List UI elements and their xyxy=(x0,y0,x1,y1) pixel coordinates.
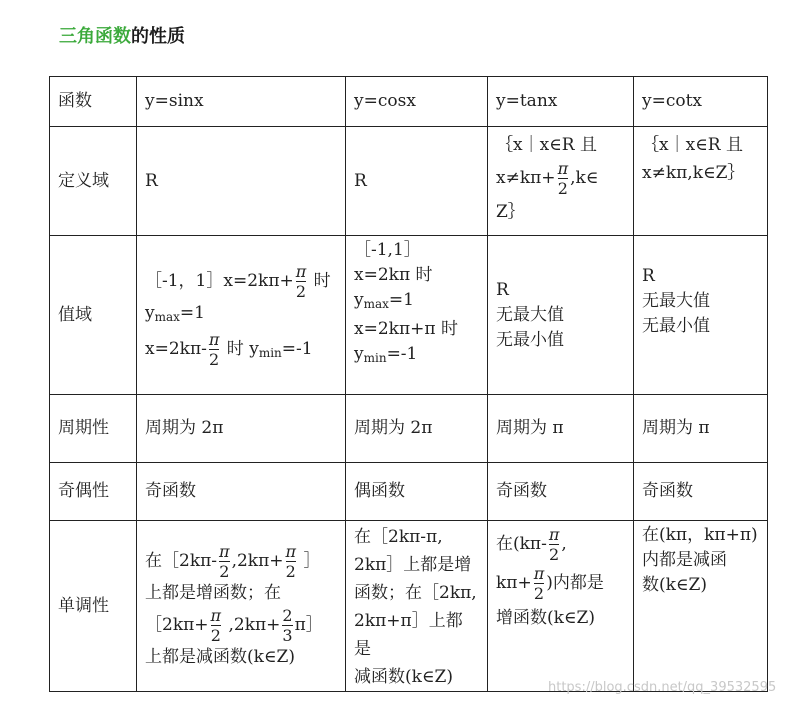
range-cos xyxy=(346,236,488,395)
monotonic-cot-line2: 内都是减函 xyxy=(642,550,727,570)
range-sin-line2 xyxy=(145,301,337,330)
fraction-numerator: π xyxy=(210,606,222,625)
mono-sin-text-f: π］ xyxy=(294,615,323,635)
row-label-parity: 奇偶性 xyxy=(50,463,137,521)
range-cot xyxy=(634,236,768,395)
fraction-denominator: 2 xyxy=(533,584,545,603)
row-label-monotonic: 单调性 xyxy=(50,521,137,692)
page-title xyxy=(59,22,185,48)
parity-cot: 奇函数 xyxy=(634,463,768,521)
fraction-numerator: π xyxy=(548,525,560,544)
row-label-domain: 定义域 xyxy=(50,127,137,236)
range-tan-line3: 无最小值 xyxy=(496,329,564,350)
fraction-pi-over-2 xyxy=(211,606,222,645)
subscript-max: max xyxy=(363,297,389,311)
fraction-numerator: π xyxy=(285,542,297,561)
range-cos-line5 xyxy=(354,342,479,371)
row-label-range: 值域 xyxy=(50,236,137,395)
parity-cos: 偶函数 xyxy=(346,463,488,521)
fraction-denominator: 2 xyxy=(295,281,307,301)
fraction-denominator: 2 xyxy=(219,562,230,581)
range-cos-eq2: =-1 xyxy=(386,344,418,364)
monotonic-sin-line3 xyxy=(145,606,337,645)
monotonic-tan xyxy=(488,521,634,692)
fraction-denominator: 2 xyxy=(285,562,296,581)
range-sin-text-c: x=2kπ- xyxy=(145,338,207,359)
fraction-denominator: 2 xyxy=(549,545,560,564)
monotonic-cot xyxy=(634,521,768,692)
fraction-pi-over-2 xyxy=(286,542,297,581)
range-cos-line1: ［-1,1］ xyxy=(354,240,421,260)
trig-properties-table xyxy=(49,76,768,692)
header-cell-tan: y=tanx xyxy=(488,77,634,127)
monotonic-sin-line1 xyxy=(145,542,337,581)
range-row xyxy=(50,236,768,395)
fraction-denominator: 2 xyxy=(209,349,220,369)
period-tan: 周期为 π xyxy=(488,395,634,463)
range-sin-text-a: ［-1，1］x=2kπ+ xyxy=(145,270,294,291)
monotonic-cos-line2: 2kπ］上都是增 xyxy=(354,555,472,575)
header-cell-cos: y=cosx xyxy=(346,77,488,127)
fraction-numerator: 2 xyxy=(282,606,293,625)
domain-row xyxy=(50,127,768,236)
domain-sin: R xyxy=(137,127,346,236)
fraction-pi-over-2 xyxy=(558,159,569,198)
range-sin-y: y xyxy=(145,302,155,323)
monotonic-cos-line4: 2kπ+π］上都是 xyxy=(354,611,463,659)
mono-tan-text-d: )内都是 xyxy=(546,573,604,593)
fraction-pi-over-2 xyxy=(209,330,220,369)
period-cot: 周期为 π xyxy=(634,395,768,463)
parity-row xyxy=(50,463,768,521)
fraction-denominator: 3 xyxy=(282,626,293,645)
fraction-denominator: 2 xyxy=(210,626,221,645)
header-cell-cot: y=cotx xyxy=(634,77,768,127)
mono-sin-text-c: ］ xyxy=(303,551,321,571)
header-row xyxy=(50,77,768,127)
range-cos-y2: y xyxy=(354,344,364,364)
watermark: https://blog.csdn.net/qq_39532595 xyxy=(548,680,777,695)
mono-sin-text-a: 在［2kπ- xyxy=(145,551,218,571)
mono-sin-text-b: ,2kπ+ xyxy=(231,551,284,571)
monotonic-tan-line3: 增函数(k∈Z) xyxy=(496,608,595,628)
title-rest: 的性质 xyxy=(131,26,185,47)
range-sin-text-b: 时 xyxy=(313,270,331,291)
range-cot-line1: R xyxy=(642,266,655,286)
domain-tan xyxy=(488,127,634,236)
fraction-numerator: π xyxy=(557,159,569,178)
row-label-period: 周期性 xyxy=(50,395,137,463)
range-sin-text-d: 时 y xyxy=(226,338,259,359)
mono-tan-text-c: kπ+ xyxy=(496,573,532,593)
fraction-pi-over-2 xyxy=(534,564,545,603)
period-cos: 周期为 2π xyxy=(346,395,488,463)
fraction-pi-over-2 xyxy=(219,542,230,581)
range-cos-eq: =1 xyxy=(388,290,414,310)
monotonic-row xyxy=(50,521,768,692)
monotonic-cot-line1: 在(kπ，kπ+π) xyxy=(642,525,758,545)
domain-cos: R xyxy=(346,127,488,236)
fraction-numerator: π xyxy=(219,542,230,561)
mono-tan-text-a: 在(kπ- xyxy=(496,534,547,554)
subscript-max: max xyxy=(154,309,180,324)
monotonic-sin-line4: 上都是减函数(k∈Z) xyxy=(145,647,295,667)
monotonic-tan-line2 xyxy=(496,564,625,603)
range-tan-line1: R xyxy=(496,279,509,300)
domain-cot-line2: x≠kπ,k∈Z｝ xyxy=(642,163,745,183)
domain-cot xyxy=(634,127,768,236)
monotonic-cos-line1: 在［2kπ-π, xyxy=(354,527,443,547)
fraction-numerator: π xyxy=(295,261,307,281)
range-cos-line2: x=2kπ 时 xyxy=(354,265,433,285)
fraction-pi-over-2 xyxy=(296,262,307,301)
monotonic-sin-line2: 上都是增函数；在 xyxy=(145,583,281,603)
monotonic-tan-line1 xyxy=(496,525,625,564)
domain-tan-line1: ｛x｜x∈R 且 xyxy=(496,135,597,155)
mono-sin-text-d: ［2kπ+ xyxy=(145,615,209,635)
fraction-2-over-3 xyxy=(282,606,292,645)
range-sin-text-e: =-1 xyxy=(281,338,313,359)
header-cell-sin: y=sinx xyxy=(137,77,346,127)
parity-tan: 奇函数 xyxy=(488,463,634,521)
range-sin-line3 xyxy=(145,330,337,369)
range-cot-line3: 无最小值 xyxy=(642,316,710,336)
fraction-denominator: 2 xyxy=(557,179,568,198)
domain-tan-text-a: x≠kπ+ xyxy=(496,168,556,188)
range-sin-line1 xyxy=(145,262,337,301)
fraction-numerator: π xyxy=(533,564,545,583)
fraction-pi-over-2 xyxy=(549,525,560,564)
domain-tan-text-b: ,k∈ xyxy=(570,168,599,188)
monotonic-cos xyxy=(346,521,488,692)
monotonic-cos-line5: 减函数(k∈Z) xyxy=(354,667,453,687)
range-cos-line4: x=2kπ+π 时 xyxy=(354,319,458,339)
domain-cot-line1: ｛x｜x∈R 且 xyxy=(642,135,743,155)
monotonic-cot-line3: 数(k∈Z) xyxy=(642,575,707,595)
domain-tan-line3: Z｝ xyxy=(496,202,525,222)
range-cos-y: y xyxy=(354,290,364,310)
range-sin xyxy=(137,236,346,395)
subscript-min: min xyxy=(363,351,387,365)
mono-sin-text-e: ,2kπ+ xyxy=(228,615,281,635)
range-cot-line2: 无最大值 xyxy=(642,291,710,311)
range-tan-line2: 无最大值 xyxy=(496,304,564,325)
fraction-numerator: π xyxy=(208,329,220,349)
period-row xyxy=(50,395,768,463)
range-cos-line3 xyxy=(354,288,479,317)
monotonic-cos-line3: 函数；在［2kπ, xyxy=(354,583,477,603)
period-sin: 周期为 2π xyxy=(137,395,346,463)
title-highlight: 三角函数 xyxy=(59,26,131,47)
range-sin-eq: =1 xyxy=(179,302,205,323)
parity-sin: 奇函数 xyxy=(137,463,346,521)
subscript-min: min xyxy=(258,345,282,360)
domain-tan-line2 xyxy=(496,159,625,198)
monotonic-sin xyxy=(137,521,346,692)
mono-tan-text-b: , xyxy=(561,534,567,554)
range-tan xyxy=(488,236,634,395)
header-cell-function: 函数 xyxy=(50,77,137,127)
